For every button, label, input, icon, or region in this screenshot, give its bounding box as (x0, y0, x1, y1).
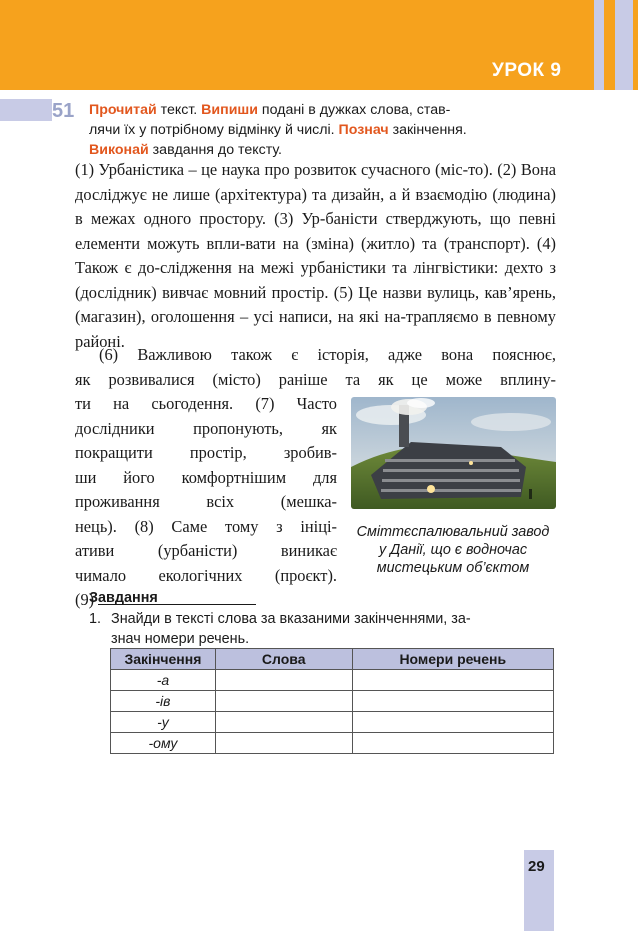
instruction-text: лячи їх у потрібному відмінку й числі. (89, 122, 339, 138)
words-cell[interactable] (215, 691, 352, 712)
photo-caption (346, 523, 560, 577)
task-item-1 (89, 609, 529, 649)
text-line: як розвивалися (місто) раніше та як це може вплину- (75, 369, 556, 389)
page-number: 29 (528, 858, 545, 875)
words-cell[interactable] (215, 733, 352, 754)
text-paragraph-1: (1) Урбаністика – це наука про розвиток сучасного (міс-то). (2) Вона досліджує не лише (архітектура) та дизайн, а й взаємодію (людина) в межах одного простору. (3) Ур-баністи стверджують, що певні елементи можуть впли-вати на (зміна) (житло) та (транспорт). (4) Також є до-слідження на межі урбаністики та лінгвістики: дехто з (дослідник) вивчає мовний простір. (5) Це назви вулиць, кав’ярень, (магазин), оголошення – усі написи, на які на-трапляємо в певному районі. (75, 160, 556, 351)
task-item-text: знач номери речень. (111, 631, 250, 647)
instruction-text: подані в дужках слова, став- (257, 102, 451, 118)
text-line: нець). (8) Саме тому з ініці- (75, 516, 337, 536)
table-header: Закінчення (111, 649, 216, 670)
table-row (111, 733, 554, 754)
instruction-keyword: Виконай (89, 142, 149, 158)
table-row (111, 712, 554, 733)
table-row (111, 691, 554, 712)
instruction-keyword: Випиши (201, 102, 258, 118)
task-item-text: Знайди в тексті слова за вказаними закінченнями, за- (111, 611, 471, 627)
sentence-numbers-cell[interactable] (352, 733, 553, 754)
exercise-number-bar (0, 99, 52, 121)
sentence-numbers-cell[interactable] (352, 691, 553, 712)
text-line: (6) Важливою також є історія, адже вона пояснює, (99, 345, 556, 364)
ending-cell: -ів (111, 691, 216, 712)
text-line: ти на сьогодення. (7) Часто (75, 394, 337, 413)
instruction-text: закінчення. (388, 122, 467, 138)
caption-line: мистецьким об’єктом (376, 560, 530, 576)
text-line: покращити простір, зробив- (75, 443, 337, 462)
task-heading: Завдання (89, 590, 158, 606)
text-line: проживання всіх (мешка- (75, 492, 337, 511)
caption-line: Сміттєспалювальний завод (356, 524, 550, 540)
sentence-numbers-cell[interactable] (352, 712, 553, 733)
text-paragraph-3 (75, 392, 337, 613)
text-paragraph-2 (75, 343, 556, 392)
endings-table (110, 648, 554, 754)
words-cell[interactable] (215, 670, 352, 691)
instruction-text: завдання до тексту. (148, 142, 282, 158)
instruction-keyword: Прочитай (89, 102, 157, 118)
words-cell[interactable] (215, 712, 352, 733)
text-line: чимало екологічних (проєкт). (75, 565, 337, 585)
instruction-text: текст. (156, 102, 202, 118)
instruction-keyword: Познач (338, 122, 389, 138)
photo-waste-plant (351, 397, 556, 509)
ending-cell: -а (111, 670, 216, 691)
text-line: дослідники пропонують, як (75, 418, 337, 438)
sentence-9-label: (9) (75, 590, 95, 609)
caption-line: у Данії, що є водночас (378, 542, 528, 558)
decorative-stripe (615, 0, 633, 90)
ending-cell: -у (111, 712, 216, 733)
decorative-stripe (594, 0, 604, 90)
ending-cell: -ому (111, 733, 216, 754)
sentence-numbers-cell[interactable] (352, 670, 553, 691)
text-line: ши його комфортнішим для (75, 467, 337, 487)
table-row (111, 670, 554, 691)
text-line: ативи (урбаністи) виникає (75, 541, 337, 560)
table-header: Номери речень (352, 649, 553, 670)
task-item-number: 1. (89, 611, 102, 627)
lesson-title: УРОК 9 (492, 60, 562, 81)
exercise-number: 51 (52, 100, 75, 122)
table-header: Слова (215, 649, 352, 670)
exercise-instruction (89, 100, 529, 160)
